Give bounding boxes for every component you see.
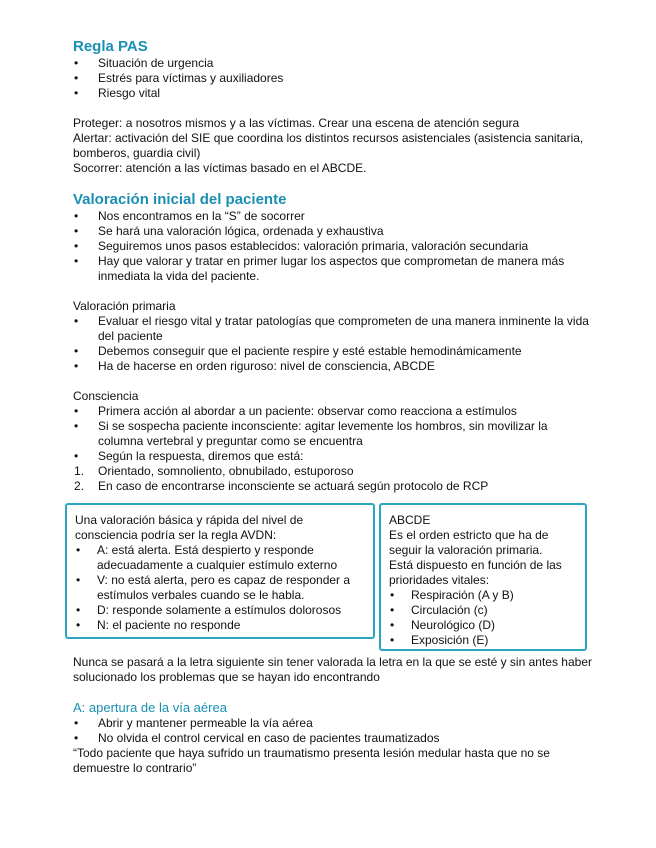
- list-item: • Estrés para víctimas y auxiliadores: [74, 71, 284, 85]
- list-item: • D: responde solamente a estímulos dolorosos: [76, 603, 342, 617]
- bullet: •: [74, 731, 79, 745]
- bullet: •: [74, 449, 79, 463]
- via-aerea-title: A: apertura de la vía aérea: [73, 700, 227, 715]
- bullet: •: [76, 573, 81, 587]
- list-item: • Riesgo vital: [74, 86, 161, 100]
- bullet: •: [74, 344, 79, 358]
- avdn-box: [65, 503, 375, 639]
- callout-boxes: [65, 503, 595, 651]
- bullet: •: [74, 71, 79, 85]
- consciencia-numbered-list: [73, 464, 593, 494]
- valoracion-inicial-title: Valoración inicial del paciente: [73, 191, 287, 208]
- socorrer-line: Socorrer: atención a las víctimas basado en el ABCDE.: [73, 161, 367, 175]
- bullet: •: [76, 603, 81, 617]
- abcde-title: ABCDE: [389, 513, 431, 527]
- avdn-intro: Una valoración básica y rápida del nivel de consciencia podría ser la regla AVDN:: [75, 513, 304, 542]
- valoracion-primaria-list: [73, 314, 593, 374]
- list-item: • Respiración (A y B): [390, 588, 514, 602]
- list-item: 2. En caso de encontrarse inconsciente se actuará según protocolo de RCP: [74, 479, 489, 493]
- valoracion-inicial-list: [73, 209, 593, 284]
- list-item: • Neurológico (D): [390, 618, 496, 632]
- list-item: • Circulación (c): [390, 603, 488, 617]
- abcde-box: [379, 503, 587, 651]
- abcde-text-2: Está dispuesto en función de las prioridades vitales:: [389, 558, 562, 587]
- bullet: •: [76, 618, 81, 632]
- bullet: •: [390, 633, 395, 647]
- bullet: •: [76, 543, 81, 557]
- bullet: •: [74, 404, 79, 418]
- list-item: • Según la respuesta, diremos que está:: [74, 449, 304, 463]
- list-item: • Si se sospecha paciente inconsciente: agitar levemente los hombros, sin movilizar la columna vertebral y preguntar como se encuentra: [74, 419, 548, 448]
- bullet: •: [390, 618, 395, 632]
- bullet: •: [74, 419, 79, 433]
- avdn-list: [75, 543, 365, 633]
- list-item: • No olvida el control cervical en caso de pacientes traumatizados: [74, 731, 440, 745]
- bullet: •: [74, 209, 79, 223]
- bullet: •: [74, 239, 79, 253]
- list-item: • N: el paciente no responde: [76, 618, 241, 632]
- list-item: • Seguiremos unos pasos establecidos: valoración primaria, valoración secundaria: [74, 239, 529, 253]
- list-item: • Primera acción al abordar a un paciente: observar como reacciona a estímulos: [74, 404, 517, 418]
- via-aerea-quote: “Todo paciente que haya sufrido un traumatismo presenta lesión medular hasta que no se demuestre lo contrario”: [73, 746, 550, 775]
- regla-pas-title: Regla PAS: [73, 38, 148, 55]
- bullet: •: [74, 224, 79, 238]
- list-item: • Situación de urgencia: [74, 56, 214, 70]
- bullet: •: [74, 254, 79, 268]
- list-item: • Debemos conseguir que el paciente respire y esté estable hemodinámicamente: [74, 344, 522, 358]
- list-item: • A: está alerta. Está despierto y responde adecuadamente a cualquier estímulo externo: [76, 543, 338, 572]
- bullet: •: [390, 603, 395, 617]
- abcde-list: [389, 588, 577, 648]
- list-item: • V: no está alerta, pero es capaz de responder a estímulos verbales cuando se le habla.: [76, 573, 351, 602]
- consciencia-heading: Consciencia: [73, 389, 139, 403]
- list-item: • Evaluar el riesgo vital y tratar patologías que comprometen de una manera inminente la vida del paciente: [74, 314, 589, 343]
- document-page: [73, 38, 593, 776]
- bullet: •: [74, 359, 79, 373]
- regla-pas-list: [73, 56, 593, 101]
- list-item: • Exposición (E): [390, 633, 489, 647]
- list-item: • Ha de hacerse en orden riguroso: nivel de consciencia, ABCDE: [74, 359, 435, 373]
- list-number: 1.: [74, 464, 85, 478]
- list-item: 1. Orientado, somnoliento, obnubilado, estuporoso: [74, 464, 354, 478]
- bullet: •: [74, 56, 79, 70]
- valoracion-primaria-heading: Valoración primaria: [73, 299, 176, 313]
- consciencia-list: [73, 404, 593, 464]
- list-number: 2.: [74, 479, 85, 493]
- bullet: •: [74, 314, 79, 328]
- list-item: • Hay que valorar y tratar en primer lugar los aspectos que comprometan de manera más inmediata la vida del paciente.: [74, 254, 565, 283]
- alertar-line: Alertar: activación del SIE que coordina los distintos recursos asistenciales (asistencia sanitaria, bomberos, guardia civil): [73, 131, 584, 160]
- abcde-text-1: Es el orden estricto que ha de seguir la valoración primaria.: [389, 528, 549, 557]
- list-item: • Nos encontramos en la “S” de socorrer: [74, 209, 305, 223]
- list-item: • Se hará una valoración lógica, ordenada y exhaustiva: [74, 224, 384, 238]
- list-item: • Abrir y mantener permeable la vía aérea: [74, 716, 313, 730]
- nota-paragraph: Nunca se pasará a la letra siguiente sin tener valorada la letra en la que se esté y sin antes haber solucionado los problemas que se hayan ido encontrando: [73, 655, 592, 684]
- via-aerea-list: [73, 716, 593, 746]
- proteger-line: Proteger: a nosotros mismos y a las víctimas. Crear una escena de atención segura: [73, 116, 520, 130]
- bullet: •: [390, 588, 395, 602]
- bullet: •: [74, 86, 79, 100]
- bullet: •: [74, 716, 79, 730]
